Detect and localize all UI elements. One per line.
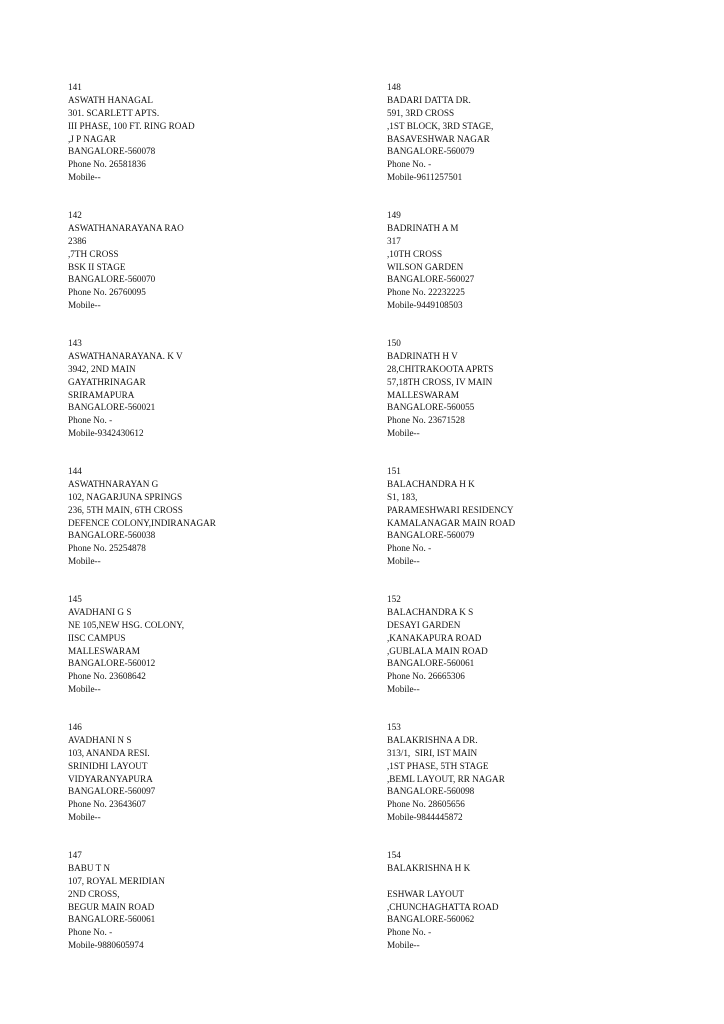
directory-entry (387, 721, 687, 849)
member-name: ASWATHNARAYAN G (68, 478, 159, 489)
address-line-3: KAMALANAGAR MAIN ROAD (387, 517, 516, 528)
member-name: ASWATHANARAYANA. K V (68, 350, 183, 361)
directory-entry (387, 209, 687, 337)
address-line-1: S1, 183, (387, 491, 418, 502)
address-line-1: 2386 (68, 235, 87, 246)
directory-entry (387, 465, 687, 593)
left-column (68, 81, 368, 977)
member-name: ASWATH HANAGAL (68, 94, 153, 105)
city-pincode: BANGALORE-560055 (387, 402, 475, 413)
member-name: AVADHANI N S (68, 734, 132, 745)
mobile-number: Mobile-- (68, 812, 101, 823)
address-line-3: VIDYARANYAPURA (68, 773, 153, 784)
address-line-2: ESHWAR LAYOUT (387, 888, 464, 899)
member-name: AVADHANI G S (68, 606, 132, 617)
mobile-number: Mobile-- (68, 556, 101, 567)
member-name: BADRINATH H V (387, 350, 458, 361)
address-line-3: DEFENCE COLONY,INDIRANAGAR (68, 517, 216, 528)
city-pincode: BANGALORE-560027 (387, 274, 475, 285)
member-name: BALACHANDRA K S (387, 606, 474, 617)
phone-number: Phone No. 23671528 (387, 415, 465, 426)
member-name: BADARI DATTA DR. (387, 94, 471, 105)
address-line-3: BASAVESHWAR NAGAR (387, 133, 490, 144)
address-line-1: 313/1, SIRI, IST MAIN (387, 747, 478, 758)
member-number: 152 (387, 594, 401, 604)
address-line-3: WILSON GARDEN (387, 261, 464, 272)
address-line-1: NE 105,NEW HSG. COLONY, (68, 619, 185, 630)
city-pincode: BANGALORE-560098 (387, 786, 475, 797)
address-line-2: 57,18TH CROSS, IV MAIN (387, 376, 493, 387)
address-line-2: ,10TH CROSS (387, 248, 443, 259)
directory-entry (387, 593, 687, 721)
phone-number: Phone No. 26760095 (68, 287, 146, 298)
member-number: 149 (387, 210, 401, 220)
address-line-1: 103, ANANDA RESI. (68, 747, 150, 758)
member-number: 146 (68, 722, 82, 732)
member-number: 141 (68, 82, 82, 92)
address-line-2: ,1ST PHASE, 5TH STAGE (387, 760, 489, 771)
mobile-number: Mobile-- (68, 172, 101, 183)
phone-number: Phone No. - (387, 927, 432, 938)
phone-number: Phone No. - (68, 927, 113, 938)
mobile-number: Mobile-9880605974 (68, 940, 144, 951)
address-line-2: ,1ST BLOCK, 3RD STAGE, (387, 120, 494, 131)
member-number: 145 (68, 594, 82, 604)
address-line-3: BEGUR MAIN ROAD (68, 901, 155, 912)
member-number: 151 (387, 466, 401, 476)
address-line-1 (387, 875, 687, 888)
directory-entry (68, 721, 368, 849)
city-pincode: BANGALORE-560079 (387, 530, 475, 541)
address-line-3: MALLESWARAM (68, 645, 140, 656)
phone-number: Phone No. 26665306 (387, 671, 465, 682)
mobile-number: Mobile-- (387, 428, 420, 439)
member-number: 148 (387, 82, 401, 92)
directory-entry (68, 81, 368, 209)
address-line-2: GAYATHRINAGAR (68, 376, 146, 387)
city-pincode: BANGALORE-560061 (387, 658, 475, 669)
city-pincode: BANGALORE-560079 (387, 146, 475, 157)
address-line-3: ,BEML LAYOUT, RR NAGAR (387, 773, 505, 784)
phone-number: Phone No. 23608642 (68, 671, 146, 682)
member-number: 150 (387, 338, 401, 348)
address-line-1: DESAYI GARDEN (387, 619, 461, 630)
address-line-3: ,CHUNCHAGHATTA ROAD (387, 901, 499, 912)
member-name: BALAKRISHNA A DR. (387, 734, 478, 745)
member-number: 143 (68, 338, 82, 348)
address-line-2: ,KANAKAPURA ROAD (387, 632, 482, 643)
phone-number: Phone No. 22232225 (387, 287, 465, 298)
member-name: BABU T N (68, 862, 111, 873)
address-line-1: 317 (387, 235, 401, 246)
member-name: ASWATHANARAYANA RAO (68, 222, 184, 233)
phone-number: Phone No. 23643607 (68, 799, 146, 810)
phone-number: Phone No. - (68, 415, 113, 426)
phone-number: Phone No. - (387, 159, 432, 170)
mobile-number: Mobile-9342430612 (68, 428, 144, 439)
directory-entry (68, 337, 368, 465)
member-number: 153 (387, 722, 401, 732)
mobile-number: Mobile-- (387, 684, 420, 695)
member-number: 142 (68, 210, 82, 220)
address-line-3: ,J P NAGAR (68, 133, 116, 144)
directory-entry (387, 849, 687, 977)
mobile-number: Mobile-- (68, 300, 101, 311)
address-line-2: III PHASE, 100 FT. RING ROAD (68, 120, 195, 131)
address-line-2: SRINIDHI LAYOUT (68, 760, 148, 771)
directory-entry (68, 209, 368, 337)
city-pincode: BANGALORE-560078 (68, 146, 156, 157)
address-line-1: 102, NAGARJUNA SPRINGS (68, 491, 183, 502)
address-line-1: 107, ROYAL MERIDIAN (68, 875, 165, 886)
mobile-number: Mobile-- (387, 940, 420, 951)
directory-entry (68, 593, 368, 721)
address-line-2: IISC CAMPUS (68, 632, 126, 643)
mobile-number: Mobile-9611257501 (387, 172, 463, 183)
address-line-3: SRIRAMAPURA (68, 389, 135, 400)
city-pincode: BANGALORE-560012 (68, 658, 156, 669)
city-pincode: BANGALORE-560038 (68, 530, 156, 541)
address-line-2: 2ND CROSS, (68, 888, 120, 899)
directory-entry (68, 849, 368, 977)
address-line-1: 3942, 2ND MAIN (68, 363, 136, 374)
member-number: 144 (68, 466, 82, 476)
member-number: 147 (68, 850, 82, 860)
city-pincode: BANGALORE-560021 (68, 402, 156, 413)
directory-entry (387, 337, 687, 465)
city-pincode: BANGALORE-560070 (68, 274, 156, 285)
address-line-1: 301. SCARLETT APTS. (68, 107, 160, 118)
city-pincode: BANGALORE-560061 (68, 914, 156, 925)
mobile-number: Mobile-- (387, 556, 420, 567)
address-line-3: ,GUBLALA MAIN ROAD (387, 645, 488, 656)
address-line-2: PARAMESHWARI RESIDENCY (387, 504, 514, 515)
mobile-number: Mobile-9844445872 (387, 812, 463, 823)
address-line-1: 591, 3RD CROSS (387, 107, 455, 118)
mobile-number: Mobile-9449108503 (387, 300, 463, 311)
member-name: BALACHANDRA H K (387, 478, 475, 489)
member-number: 154 (387, 850, 401, 860)
right-column (387, 81, 687, 977)
address-line-3: BSK II STAGE (68, 261, 126, 272)
address-line-1: 28,CHITRAKOOTA APRTS (387, 363, 494, 374)
directory-entry (387, 81, 687, 209)
phone-number: Phone No. 28605656 (387, 799, 465, 810)
phone-number: Phone No. - (387, 543, 432, 554)
directory-entry (68, 465, 368, 593)
phone-number: Phone No. 25254878 (68, 543, 146, 554)
city-pincode: BANGALORE-560097 (68, 786, 156, 797)
phone-number: Phone No. 26581836 (68, 159, 146, 170)
member-name: BADRINATH A M (387, 222, 459, 233)
city-pincode: BANGALORE-560062 (387, 914, 475, 925)
mobile-number: Mobile-- (68, 684, 101, 695)
member-name: BALAKRISHNA H K (387, 862, 471, 873)
address-line-2: ,7TH CROSS (68, 248, 119, 259)
address-line-2: 236, 5TH MAIN, 6TH CROSS (68, 504, 183, 515)
address-line-3: MALLESWARAM (387, 389, 459, 400)
